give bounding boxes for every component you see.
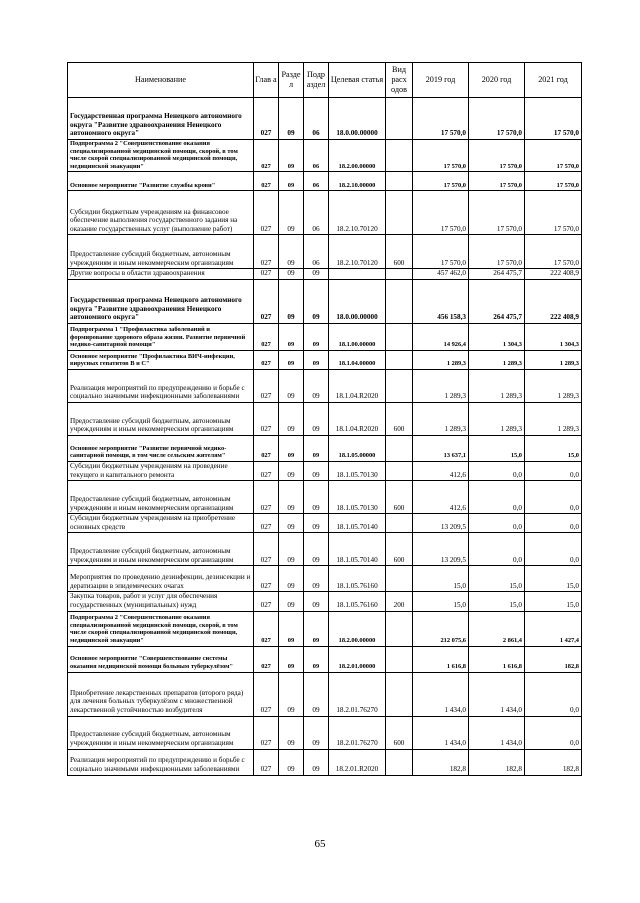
cell-y2020: 1 616,8 [469,646,525,672]
cell-y2021: 222 408,9 [525,269,582,280]
cell-podrazdel: 09 [304,611,329,646]
cell-target: 18.2.01.R2020 [329,749,386,775]
cell-vid [386,172,413,191]
cell-y2021: 17 570,0 [525,172,582,191]
cell-podrazdel: 09 [304,481,329,514]
header-razdel: Разде л [279,63,304,98]
cell-y2021: 15,0 [525,435,582,461]
table-row [68,435,582,461]
table-row [68,611,582,646]
cell-vid [386,646,413,672]
cell-razdel: 09 [279,191,304,235]
cell-name: Подпрограмма 2 "Совершенствование оказания специализированной медицинской помощи, скорой, в том числе скорой специализированной медицинской помощи, медицинской эвакуации" [68,140,254,172]
table-row [68,481,582,514]
cell-y2019: 17 570,0 [413,191,469,235]
cell-podrazdel: 09 [304,279,329,323]
cell-glava: 027 [254,235,279,269]
cell-podrazdel: 09 [304,369,329,402]
cell-name: Государственная программа Ненецкого автономного округа "Развитие здравоохранения Ненецкого автономного округа" [68,98,254,140]
cell-razdel: 09 [279,172,304,191]
cell-name: Предоставление субсидий бюджетным, автономным учреждениям и иным некоммерческим организациям [68,533,254,566]
cell-vid [386,140,413,172]
cell-name: Субсидии бюджетным учреждениям на приобретение основных средств [68,514,254,533]
cell-y2020: 17 570,0 [469,191,525,235]
cell-vid [386,369,413,402]
cell-podrazdel: 09 [304,350,329,369]
cell-podrazdel: 09 [304,646,329,672]
cell-y2020: 0,0 [469,461,525,480]
cell-vid: 600 [386,481,413,514]
cell-glava: 027 [254,269,279,280]
table-row [68,323,582,350]
cell-y2019: 13 209,5 [413,514,469,533]
cell-y2019: 1 289,3 [413,369,469,402]
cell-target: 18.1.05.70130 [329,461,386,480]
table-row [68,716,582,749]
cell-y2020: 0,0 [469,514,525,533]
cell-target: 18.1.04.R2020 [329,402,386,435]
cell-target: 18.2.10.00000 [329,172,386,191]
table-row [68,172,582,191]
cell-podrazdel: 09 [304,435,329,461]
cell-podrazdel: 06 [304,140,329,172]
cell-y2019: 212 075,6 [413,611,469,646]
cell-vid [386,435,413,461]
table-row [68,140,582,172]
cell-razdel: 09 [279,646,304,672]
cell-glava: 027 [254,646,279,672]
cell-target [329,269,386,280]
cell-vid [386,461,413,480]
cell-y2020: 264 475,7 [469,269,525,280]
cell-y2021: 0,0 [525,514,582,533]
cell-vid [386,279,413,323]
cell-y2019: 412,6 [413,461,469,480]
cell-razdel: 09 [279,481,304,514]
cell-name: Государственная программа Ненецкого автономного округа "Развитие здравоохранения Ненецкого автономного округа" [68,279,254,323]
cell-razdel: 09 [279,672,304,716]
cell-glava: 027 [254,323,279,350]
header-glava: Глав а [254,63,279,98]
cell-vid: 600 [386,716,413,749]
table-row [68,592,582,611]
cell-podrazdel: 09 [304,461,329,480]
cell-y2021: 15,0 [525,592,582,611]
cell-target: 18.0.00.00000 [329,98,386,140]
cell-name: Подпрограмма 2 "Совершенствование оказания специализированной медицинской помощи, скорой, в том числе скорой специализированной медицинской помощи, медицинской эвакуации" [68,611,254,646]
table-row [68,566,582,592]
cell-y2020: 1 289,3 [469,350,525,369]
cell-y2019: 13 637,1 [413,435,469,461]
cell-glava: 027 [254,461,279,480]
cell-razdel: 09 [279,350,304,369]
cell-vid: 600 [386,402,413,435]
cell-name: Субсидии бюджетным учреждениям на проведение текущего и капитального ремонта [68,461,254,480]
cell-name: Предоставление субсидий бюджетным, автономным учреждениям и иным некоммерческим организациям [68,481,254,514]
cell-y2021: 0,0 [525,481,582,514]
cell-razdel: 09 [279,514,304,533]
table-row [68,461,582,480]
table-row [68,98,582,140]
table-row [68,533,582,566]
cell-y2019: 17 570,0 [413,235,469,269]
cell-y2020: 1 304,3 [469,323,525,350]
header-2021: 2021 год [525,63,582,98]
cell-y2019: 1 434,0 [413,716,469,749]
cell-target: 18.1.04.R2020 [329,369,386,402]
cell-y2021: 1 289,3 [525,369,582,402]
cell-name: Предоставление субсидий бюджетным, автономным учреждениям и иным некоммерческим организациям [68,235,254,269]
cell-name: Реализация мероприятий по предупреждению и борьбе с социально значимыми инфекционными заболеваниями [68,369,254,402]
cell-podrazdel: 09 [304,269,329,280]
cell-name: Другие вопросы в области здравоохранения [68,269,254,280]
cell-y2021: 0,0 [525,461,582,480]
cell-name: Предоставление субсидий бюджетным, автономным учреждениям и иным некоммерческим организациям [68,716,254,749]
cell-podrazdel: 09 [304,716,329,749]
cell-target: 18.2.01.00000 [329,646,386,672]
cell-y2019: 17 570,0 [413,172,469,191]
cell-y2020: 1 289,3 [469,369,525,402]
cell-y2020: 1 289,3 [469,402,525,435]
cell-podrazdel: 09 [304,749,329,775]
table-row [68,646,582,672]
cell-podrazdel: 09 [304,533,329,566]
cell-podrazdel: 06 [304,98,329,140]
cell-glava: 027 [254,611,279,646]
cell-y2020: 1 434,0 [469,672,525,716]
cell-glava: 027 [254,672,279,716]
table-row [68,369,582,402]
cell-vid [386,350,413,369]
cell-y2021: 17 570,0 [525,140,582,172]
cell-glava: 027 [254,279,279,323]
cell-podrazdel: 06 [304,172,329,191]
cell-glava: 027 [254,749,279,775]
cell-vid: 600 [386,533,413,566]
cell-podrazdel: 09 [304,514,329,533]
header-target: Целевая статья [329,63,386,98]
cell-razdel: 09 [279,323,304,350]
cell-y2020: 0,0 [469,533,525,566]
cell-y2019: 14 926,4 [413,323,469,350]
cell-name: Приобретение лекарственных препаратов (второго ряда) для лечения больных туберкулёзом с множественной лекарственной устойчивостью возбудителя [68,672,254,716]
cell-y2019: 1 289,3 [413,350,469,369]
cell-target: 18.2.00.00000 [329,611,386,646]
table-row [68,672,582,716]
page-number: 65 [314,838,326,850]
table-row [68,514,582,533]
cell-y2021: 182,8 [525,749,582,775]
cell-y2019: 17 570,0 [413,98,469,140]
cell-podrazdel: 09 [304,402,329,435]
cell-name: Предоставление субсидий бюджетным, автономным учреждениям и иным некоммерческим организациям [68,402,254,435]
cell-podrazdel: 06 [304,235,329,269]
cell-y2020: 1 434,0 [469,716,525,749]
cell-y2020: 17 570,0 [469,172,525,191]
cell-y2021: 182,8 [525,646,582,672]
cell-y2020: 264 475,7 [469,279,525,323]
cell-glava: 027 [254,481,279,514]
cell-podrazdel: 09 [304,592,329,611]
table-row [68,191,582,235]
cell-y2020: 15,0 [469,435,525,461]
cell-name: Подпрограмма 1 "Профилактика заболеваний и формирование здорового образа жизни. Развитие первичной медико-санитарной помощи" [68,323,254,350]
cell-razdel: 09 [279,749,304,775]
cell-y2019: 182,8 [413,749,469,775]
cell-vid [386,749,413,775]
cell-y2020: 15,0 [469,566,525,592]
table-row [68,350,582,369]
header-2020: 2020 год [469,63,525,98]
cell-y2021: 17 570,0 [525,235,582,269]
cell-y2021: 17 570,0 [525,191,582,235]
cell-y2021: 15,0 [525,566,582,592]
cell-y2021: 1 289,3 [525,402,582,435]
cell-target: 18.1.05.76160 [329,592,386,611]
cell-vid [386,672,413,716]
cell-vid: 200 [386,592,413,611]
cell-y2019: 15,0 [413,592,469,611]
cell-vid [386,611,413,646]
cell-y2019: 17 570,0 [413,140,469,172]
cell-razdel: 09 [279,269,304,280]
cell-glava: 027 [254,514,279,533]
cell-razdel: 09 [279,461,304,480]
cell-glava: 027 [254,140,279,172]
cell-vid [386,269,413,280]
cell-target: 18.1.00.00000 [329,323,386,350]
cell-name: Основное мероприятие "Профилактика ВИЧ-инфекции, вирусных гепатитов В и С" [68,350,254,369]
cell-razdel: 09 [279,716,304,749]
cell-razdel: 09 [279,279,304,323]
cell-target: 18.1.05.70140 [329,514,386,533]
cell-y2019: 456 158,3 [413,279,469,323]
cell-y2019: 1 434,0 [413,672,469,716]
cell-glava: 027 [254,191,279,235]
cell-glava: 027 [254,350,279,369]
cell-razdel: 09 [279,611,304,646]
cell-vid [386,514,413,533]
cell-y2019: 13 209,5 [413,533,469,566]
cell-y2020: 15,0 [469,592,525,611]
cell-vid [386,323,413,350]
cell-glava: 027 [254,716,279,749]
cell-y2020: 0,0 [469,481,525,514]
cell-glava: 027 [254,402,279,435]
cell-target: 18.2.10.70120 [329,235,386,269]
cell-vid [386,566,413,592]
cell-target: 18.2.00.00000 [329,140,386,172]
cell-podrazdel: 09 [304,566,329,592]
cell-y2020: 2 861,4 [469,611,525,646]
cell-y2021: 17 570,0 [525,98,582,140]
cell-target: 18.1.05.00000 [329,435,386,461]
cell-y2021: 0,0 [525,716,582,749]
cell-y2019: 412,6 [413,481,469,514]
header-vid: Вид расх одов [386,63,413,98]
header-podrazdel: Подр аздел [304,63,329,98]
cell-y2020: 17 570,0 [469,98,525,140]
cell-podrazdel: 09 [304,323,329,350]
table-row [68,402,582,435]
cell-y2020: 17 570,0 [469,140,525,172]
cell-y2019: 1 289,3 [413,402,469,435]
cell-podrazdel: 09 [304,672,329,716]
cell-target: 18.0.00.00000 [329,279,386,323]
cell-y2019: 457 462,0 [413,269,469,280]
cell-razdel: 09 [279,402,304,435]
cell-glava: 027 [254,533,279,566]
cell-y2019: 15,0 [413,566,469,592]
cell-vid [386,98,413,140]
cell-y2021: 1 304,3 [525,323,582,350]
cell-y2021: 222 408,9 [525,279,582,323]
cell-razdel: 09 [279,435,304,461]
cell-y2020: 182,8 [469,749,525,775]
cell-target: 18.1.04.00000 [329,350,386,369]
cell-y2021: 1 289,3 [525,350,582,369]
cell-target: 18.1.05.70140 [329,533,386,566]
cell-razdel: 09 [279,235,304,269]
table-header-row [68,63,582,98]
cell-glava: 027 [254,592,279,611]
cell-target: 18.2.01.76270 [329,672,386,716]
cell-vid [386,191,413,235]
cell-name: Основное мероприятие "Совершенствование системы оказания медицинской помощи больным туберкулёзом" [68,646,254,672]
cell-y2020: 17 570,0 [469,235,525,269]
cell-name: Закупка товаров, работ и услуг для обеспечения государственных (муниципальных) нужд [68,592,254,611]
table-row [68,235,582,269]
cell-glava: 027 [254,435,279,461]
cell-y2021: 0,0 [525,672,582,716]
cell-razdel: 09 [279,533,304,566]
cell-target: 18.2.10.70120 [329,191,386,235]
cell-razdel: 09 [279,140,304,172]
cell-vid: 600 [386,235,413,269]
cell-razdel: 09 [279,592,304,611]
cell-podrazdel: 06 [304,191,329,235]
budget-table [67,62,582,776]
cell-razdel: 09 [279,566,304,592]
cell-name: Реализация мероприятий по предупреждению и борьбе с социально значимыми инфекционными заболеваниями [68,749,254,775]
table-row [68,269,582,280]
cell-glava: 027 [254,369,279,402]
cell-glava: 027 [254,566,279,592]
table-row [68,279,582,323]
cell-y2021: 1 427,4 [525,611,582,646]
cell-target: 18.2.01.76270 [329,716,386,749]
cell-target: 18.1.05.76160 [329,566,386,592]
cell-glava: 027 [254,98,279,140]
cell-target: 18.1.05.70130 [329,481,386,514]
cell-razdel: 09 [279,98,304,140]
cell-name: Основное мероприятие "Развитие службы крови" [68,172,254,191]
header-name: Наименование [68,63,254,98]
cell-razdel: 09 [279,369,304,402]
cell-y2021: 0,0 [525,533,582,566]
header-2019: 2019 год [413,63,469,98]
cell-y2019: 1 616,8 [413,646,469,672]
cell-glava: 027 [254,172,279,191]
cell-name: Мероприятия по проведению дезинфекции, дезинсекции и дератизации в эпидемических очагах [68,566,254,592]
cell-name: Основное мероприятие "Развитие первичной медико-санитарной помощи, в том числе сельским жителям" [68,435,254,461]
cell-name: Субсидии бюджетным учреждениям на финансовое обеспечение выполнения государственного задания на оказание государственных услуг (выполнение работ) [68,191,254,235]
table-row [68,749,582,775]
